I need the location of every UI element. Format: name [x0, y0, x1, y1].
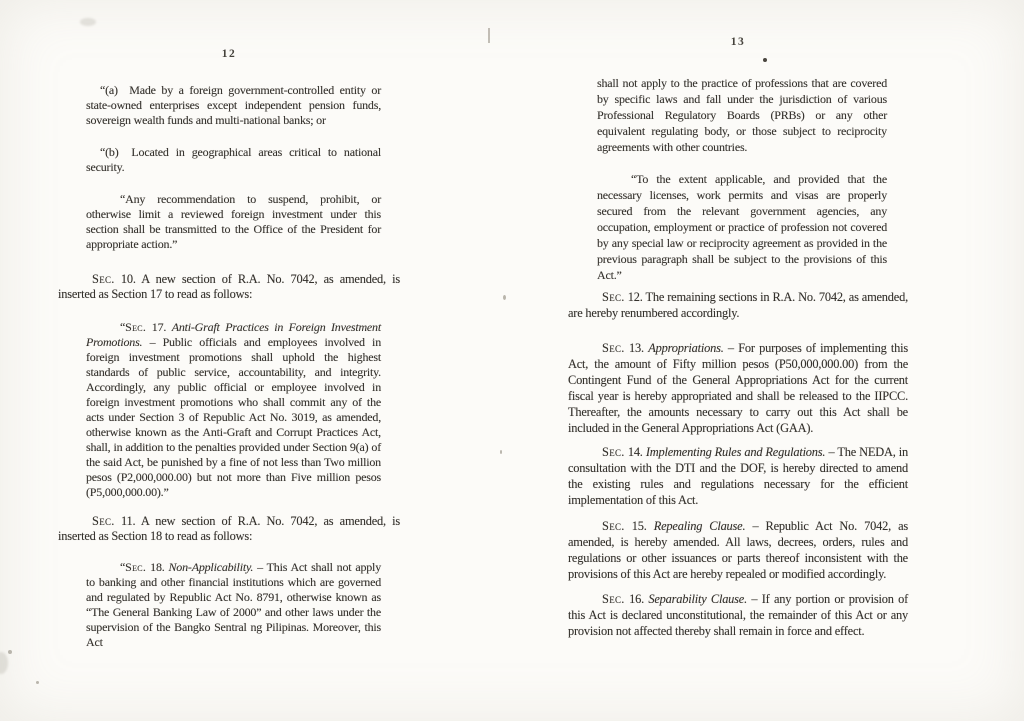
- paragraph-text: 12. The remaining sections in R.A. No. 7042, as amended, are hereby renumbered accordingly.: [568, 290, 908, 320]
- section-number: 15.: [624, 519, 654, 533]
- section-label: Sec.: [125, 560, 147, 574]
- paragraph-text: – The NEDA, in consultation with the DTI and the DOF, is hereby directed to amend the existing rules and regulations necessary for the efficient implementation of this Act.: [568, 445, 908, 507]
- paragraph-text: – If any portion or provision of this Act is declared unconstitutional, the remainder of this Act or any provision not affected thereby shall remain in force and effect.: [568, 592, 909, 638]
- paragraph-text: “To the extent applicable, and provided that the necessary licenses, work permits and visas are properly secured from the relevant government agencies, any occupation, employment or practice of profession not covered by any special law or reciprocity agreement as provided in the previous paragraph shall be subject to the provisions of this Act.”: [597, 172, 887, 282]
- scan-speck: [8, 650, 12, 654]
- section-number: 16.: [624, 592, 649, 606]
- section-label: Sec.: [602, 519, 625, 533]
- section-label: Sec.: [92, 272, 115, 286]
- sec-12-paragraph: [568, 289, 908, 321]
- section-title-italic: Anti-Graft Practices in Foreign Investment Promotions.: [86, 320, 381, 349]
- paragraph-text: – For purposes of implementing this Act, the amount of Fifty million pesos (P50,000,000.00) from the Contingent Fund of the General Appropriations Act for the current fiscal year is hereby appropriated and shall be released to the IIPCC. Thereafter, the amounts necessary to carry out this Act shall be included in the General Appropriations Act (GAA).: [568, 341, 909, 435]
- scan-smudge: [80, 18, 96, 26]
- section-title-italic: Non-Applicability.: [168, 560, 254, 574]
- quote-prefix: “: [120, 560, 126, 574]
- section-number: 13.: [624, 341, 649, 355]
- section-label: Sec.: [602, 290, 625, 304]
- paragraph-text: – This Act shall not apply to banking and other financial institutions which are governed and regulated by Republic Act No. 8791, otherwise known as “The General Banking Law of 2000” and other laws under the supervision of the Bangko Sentral ng Pilipinas. Moreover, this Act: [86, 560, 381, 649]
- scan-speck: [36, 681, 39, 684]
- sec-16-paragraph: [568, 591, 908, 639]
- sec-10-intro-paragraph: [58, 272, 400, 302]
- section-number: 17.: [146, 320, 172, 334]
- scan-speck: [503, 295, 506, 300]
- paragraph-text: 10. A new section of R.A. No. 7042, as amended, is inserted as Section 17 to read as follows:: [58, 272, 400, 301]
- section-title-italic: Repealing Clause.: [653, 519, 746, 533]
- page-13: [568, 36, 908, 639]
- sec-14-paragraph: [568, 444, 908, 508]
- paragraph-text: 11. A new section of R.A. No. 7042, as amended, is inserted as Section 18 to read as follows:: [58, 514, 400, 543]
- ink-dot-mark: [763, 58, 767, 62]
- recommendation-paragraph: [86, 192, 381, 252]
- paragraph-text: – Public officials and employees involved in foreign investment promotions shall uphold the highest standards of public service, accountability, and integrity. Accordingly, any public official or employee involved in foreign investment promotions who shall commit any of the acts under Section 3 of Republic Act No. 3019, as amended, otherwise known as the Anti-Graft and Corrupt Practices Act, shall, in addition to the penalties provided under Section 9(a) of the said Act, be punished by a fine of not less than Two million pesos (P2,000,000.00) but not more than Five million pesos (P5,000,000.00).”: [86, 335, 381, 499]
- paragraph-text: “(a) Made by a foreign government-controlled entity or state-owned enterprises except independent pension funds, sovereign wealth funds and multi-national banks; or: [86, 83, 381, 127]
- sec-11-intro-paragraph: [58, 514, 400, 544]
- section-label: Sec.: [125, 320, 147, 334]
- scan-speck: [500, 450, 502, 454]
- sec-17-quoted-block: [86, 320, 381, 500]
- clause-a-paragraph: [86, 83, 381, 128]
- paragraph-text: “(b) Located in geographical areas critical to national security.: [86, 145, 381, 174]
- section-title-italic: Implementing Rules and Regulations.: [645, 445, 826, 459]
- section-label: Sec.: [92, 514, 115, 528]
- paragraph-text: “Any recommendation to suspend, prohibit, or otherwise limit a reviewed foreign investment under this section shall be transmitted to the Office of the President for appropriate action.”: [86, 192, 381, 251]
- section-number: 18.: [146, 560, 169, 574]
- page-12: [58, 48, 400, 650]
- sec-18-continuation-paragraph: [597, 75, 887, 155]
- paragraph-text: – Republic Act No. 7042, as amended, is hereby amended. All laws, decrees, orders, rules and regulations or other issuances or parts thereof inconsistent with the provisions of this Act are hereby repealed or modified accordingly.: [568, 519, 908, 581]
- section-title-italic: Appropriations.: [648, 341, 724, 355]
- clause-b-paragraph: [86, 145, 381, 175]
- section-number: 14.: [624, 445, 646, 459]
- page-number: 13: [730, 36, 746, 48]
- paragraph-text: shall not apply to the practice of professions that are covered by specific laws and fall under the jurisdiction of various Professional Regulatory Boards (PRBs) or any other equivalent regulating body, or those subject to reciprocity agreements with other countries.: [597, 76, 887, 154]
- page-number: 12: [221, 48, 237, 60]
- sec-13-paragraph: [568, 340, 908, 436]
- section-label: Sec.: [602, 341, 625, 355]
- scan-smudge: [0, 652, 8, 674]
- extent-applicable-quoted-block: [597, 171, 887, 283]
- gutter-scan-mark: [488, 28, 490, 43]
- section-label: Sec.: [602, 592, 625, 606]
- quote-prefix: “: [120, 320, 126, 334]
- section-title-italic: Separability Clause.: [648, 592, 748, 606]
- section-label: Sec.: [602, 445, 625, 459]
- sec-15-paragraph: [568, 518, 908, 582]
- sec-18-quoted-block: [86, 560, 381, 650]
